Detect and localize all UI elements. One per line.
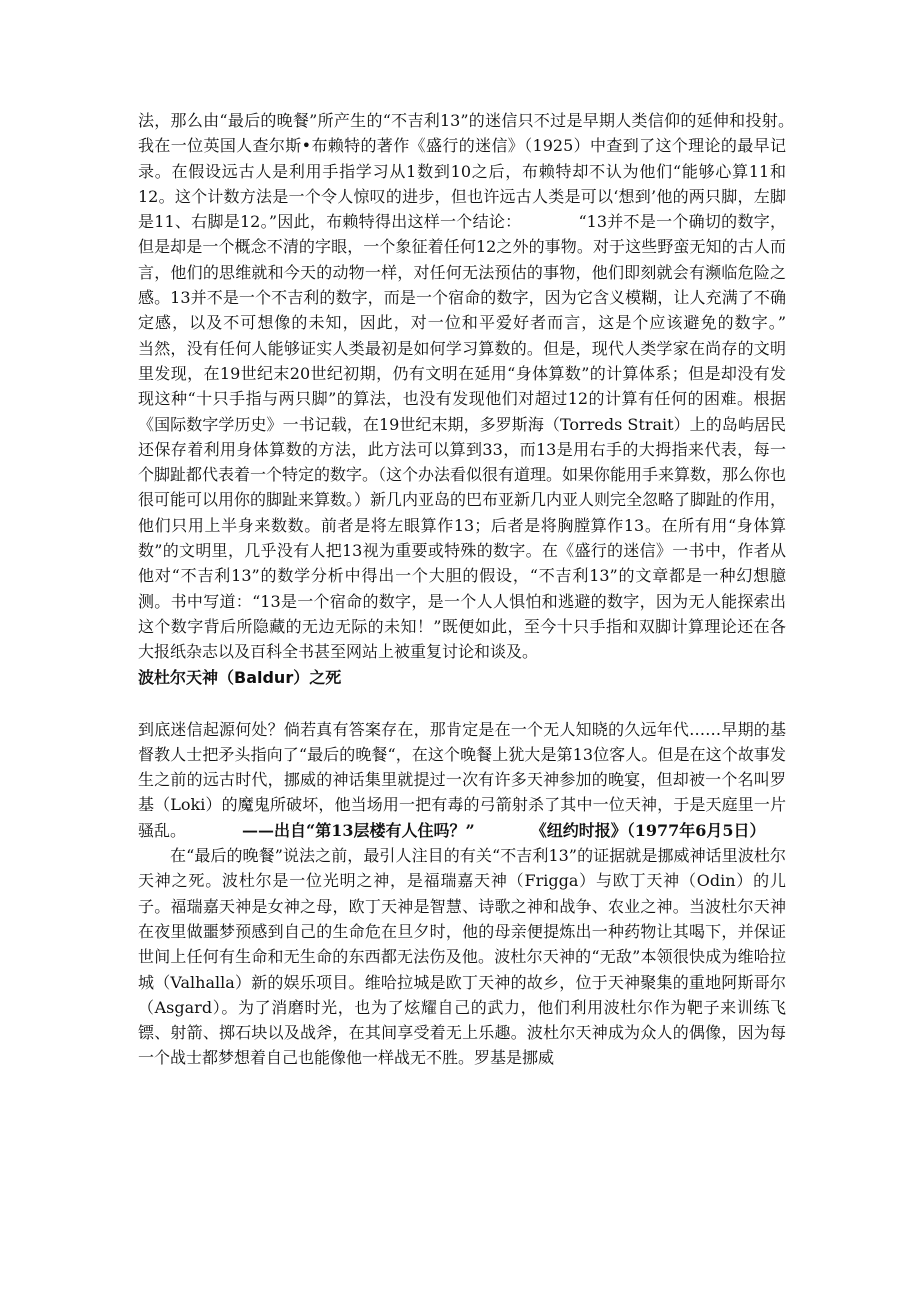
origin-quote-text: 到底迷信起源何处？倘若真有答案存在，那肯定是在一个无人知晓的久远年代……早期的基督教人士把矛头指向了“最后的晚餐“，在这个晚餐上犹大是第13位客人。但是在这个故事发生之前的远古时代，挪威的神话集里就提过一次有许多天神参加的晚宴，但却被一个名叫罗基（Loki）的魔鬼所破坏，他当场用一把有毒的弓箭射杀了其中一位天神，于是天庭里一片骚乱。 xyxy=(138,719,786,840)
paragraph-origin-quote xyxy=(138,717,786,843)
section-heading: 波杜尔天神（Baldur）之死 xyxy=(138,667,342,687)
paragraph-superstition-theory: 法，那么由“最后的晚餐”所产生的“不吉利13”的迷信只不过是早期人类信仰的延伸和投射。 我在一位英国人查尔斯•布赖特的著作《盛行的迷信》（1925）中查到了这个理论的最早记录。在假设远古人是利用手指学习从1数到10之后，布赖特却不认为他们“能够心算11和12。这个计数方法是一个令人惊叹的进步，但也许远古人类是可以‘想到’他的两只脚，左脚是11、右脚是12。”因此，布赖特得出这样一个结论： “13并不是一个确切的数字，但是却是一个概念不清的字眼，一个象征着任何12之外的事物。对于这些野蛮无知的古人而言，他们的思维就和今天的动物一样，对任何无法预估的事物，他们即刻就会有濒临危险之感。13并不是一个不吉利的数字，而是一个宿命的数字，因为它含义模糊，让人充满了不确定感，以及不可想像的未知，因此，对一位和平爱好者而言，这是个应该避免的数字。” 当然，没有任何人能够证实人类最初是如何学习算数的。但是，现代人类学家在尚存的文明里发现，在19世纪末20世纪初期，仍有文明在延用“身体算数”的计算体系；但是却没有发现这种“十只手指与两只脚”的算法，也没有发现他们对超过12的计算有任何的困难。根据《国际数字学历史》一书记载，在19世纪末期，多罗斯海（Torreds Strait）上的岛屿居民还保存着利用身体算数的方法，此方法可以算到33，而13是用右手的大拇指来代表，每一个脚趾都代表着一个特定的数字。（这个办法看似很有道理。如果你能用手来算数，那么你也很可能可以用你的脚趾来算数。）新几内亚岛的巴布亚新几内亚人则完全忽略了脚趾的作用，他们只用上半身来数数。前者是将左眼算作13；后者是将胸膛算作13。在所有用“身体算数”的文明里，几乎没有人把13视为重要或特殊的数字。在《盛行的迷信》一书中，作者从他对“不吉利13”的数学分析中得出一个大胆的假设，“不吉利13”的文章都是一种幻想臆测。书中写道：“13是一个宿命的数字，是一个人人惧怕和逃避的数字，因为无人能探索出这个数字背后所隐藏的无边无际的未知！”既便如此，至今十只手指和双脚计算理论还在各大报纸杂志以及百科全书甚至网站上被重复讨论和谈及。 xyxy=(138,111,851,662)
paragraph-spacer xyxy=(138,691,786,717)
quote-source: ——出自“第13层楼有人住吗？” 《纽约时报》（1977年6月5日） xyxy=(242,820,766,840)
document-page xyxy=(138,108,851,1071)
paragraph-baldur-myth: 在“最后的晚餐”说法之前，最引人注目的有关“不吉利13”的证据就是挪威神话里波杜尔天神之死。波杜尔是一位光明之神，是福瑞嘉天神（Frigga）与欧丁天神（Odin）的儿子。福瑞嘉天神是女神之母，欧丁天神是智慧、诗歌之神和战争、农业之神。当波杜尔天神在夜里做噩梦预感到自己的生命危在旦夕时，他的母亲便提炼出一种药物让其喝下，并保证世间上任何有生命和无生命的东西都无法伤及他。波杜尔天神的“无敌”本领很快成为维哈拉城（Valhalla）新的娱乐项目。维哈拉城是欧丁天神的故乡，位于天神聚集的重地阿斯哥尔（Asgard）。为了消磨时光，也为了炫耀自己的武力，他们利用波杜尔作为靶子来训练飞镖、射箭、掷石块以及战斧，在其间享受着无上乐趣。波杜尔天神成为众人的偶像，因为每一个战士都梦想着自己也能像他一样战无不胜。罗基是挪威 xyxy=(138,846,786,1068)
